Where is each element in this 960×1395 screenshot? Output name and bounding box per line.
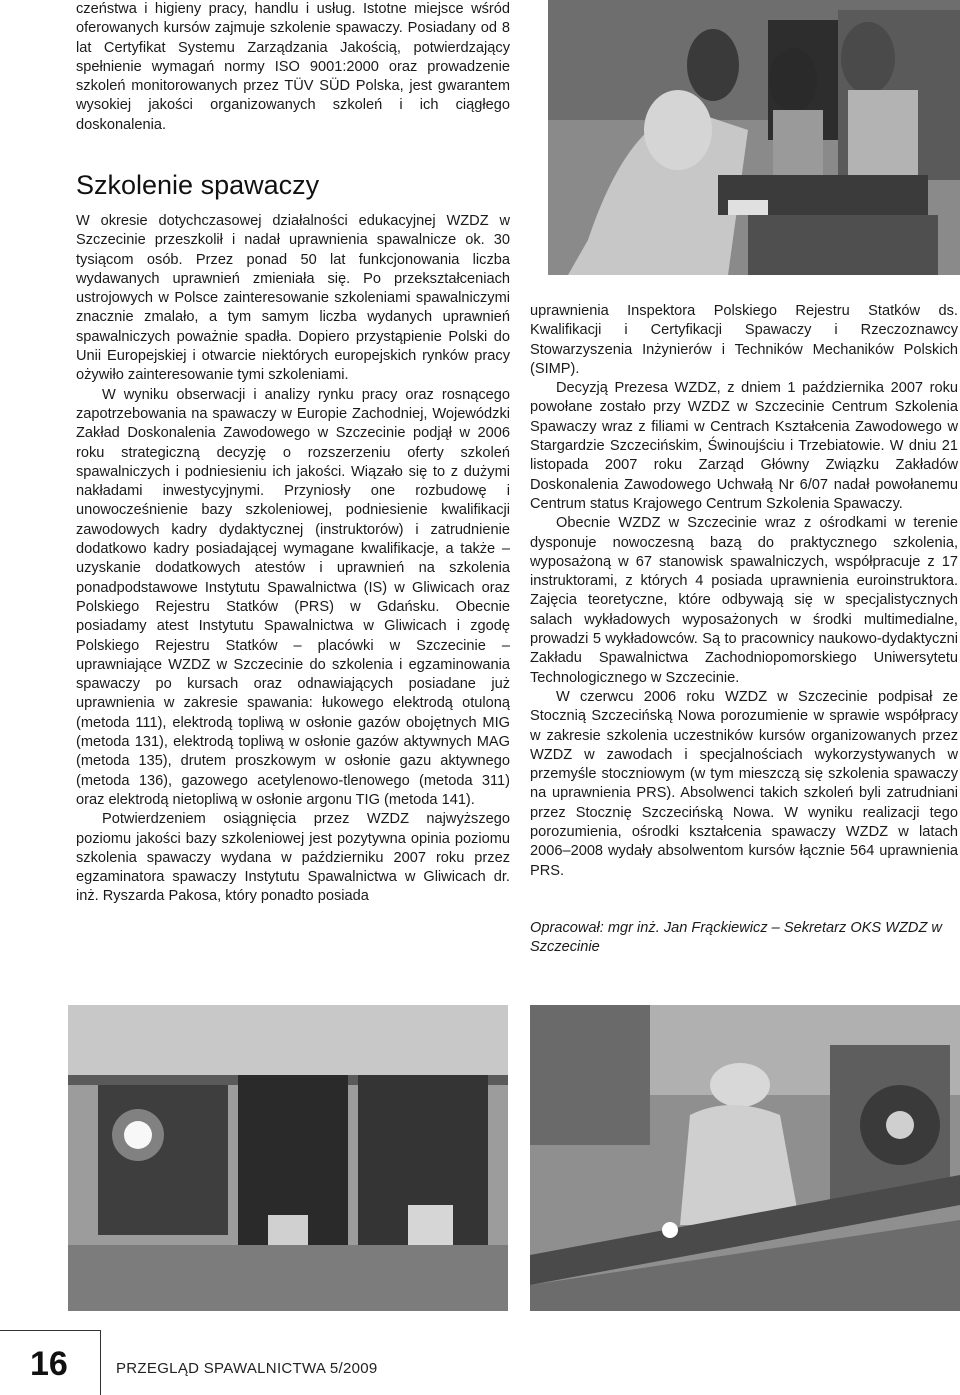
intro-paragraph: czeństwa i higieny pracy, handlu i usług. Istotne miejsce wśród oferowanych kursów zajmuje szkolenie spawaczy. Posiadany od 8 lat Certyfikat Systemu Zarządzania Jakością, potwierdzający spełnienie wymagań normy ISO 9001:2000 oraz prowadzenie szkoleń monitorowanych przez TÜV SÜD Polska, jest gwarantem wysokiej jakości organizowanych szkoleń i ich ciągłego doskonalenia. [76, 1, 510, 133]
journal-title: PRZEGLĄD SPAWALNICTWA 5/2009 [116, 1360, 378, 1377]
right-paragraph-1: uprawnienia Inspektora Polskiego Rejestru Statków ds. Kwalifikacji i Certyfikacji Spawaczy i Rzeczoznawcy Stowarzyszenia Inżynierów i Techników Mechaników Polskich (SIMP). [530, 303, 958, 377]
right-paragraph-3: Obecnie WZDZ w Szczecinie wraz z ośrodkami w terenie dysponuje nowoczesną bazą do praktycznego szkolenia, wyposażoną w 67 stanowisk spawalniczych, współpracuje z 17 instruktorami, z których 4 posiada uprawnienia euroinstruktora. Zajęcia teoretyczne, które odbywają się w specjalistycznych salach wykładowych wyposażonych w środki multimedialne, prowadzi 5 wykładowców. Są to pracownicy naukowo-dydaktyczni Zakładu Spawalnictwa Zachodniopomorskiego Uniwersytetu Technologicznego w Szczecinie. [530, 515, 958, 686]
left-paragraph-2: W wyniku obserwacji i analizy rynku pracy oraz rosnącego zapotrzebowania na spawaczy w Europie Zachodniej, Wojewódzki Zakład Doskonalenia Zawodowego w Szczecinie podjął w 2006 roku strategiczną decyzję o rozszerzeniu oferty szkoleń spawalniczych i podniesieniu ich jakości. Wiązało się to z dużymi nakładami inwestycyjnymi. Przyniosły one rozbudowę i unowocześnienie bazy szkoleniowej, podniesienie kwalifikacji zawodowych kadry dydaktycznej (instruktorów) i zatrudnienie dodatkowo kadry posiadającej wymagane kwalifikacje, a także – uzyskanie dodatkowych atestów i uprawnień na szkolenia ponadpodstawowe Instytutu Spawalnictwa (IS) w Gliwicach oraz Polskiego Rejestru Statków (PRS) w Gdańsku. Obecnie posiadamy atest Instytutu Spawalnictwa w Gliwicach i zgodę Polskiego Rejestru Statków – placówki w Szczecinie – uprawniające WZDZ w Szczecinie do szkolenia i egzaminowania spawaczy po kursach oraz odnawiających posiadane już uprawnienia w zakresie spawania: łukowego elektrodą otuloną (metoda 111), elektrodą topliwą w osłonie gazów obojętnych MIG (metoda 131), elektrodą topliwą w osłonie gazów aktywnych MAG (metoda 135), drutem proszkowym w osłonie gazu aktywnego (metoda 136), gazowego acetylenowo-tlenowego (metoda 311) oraz elektrodą nietopliwą w osłonie argonu TIG (metoda 141). [76, 386, 510, 808]
page-number: 16 [30, 1345, 68, 1383]
left-column [76, 212, 510, 907]
photo-welder-at-work [530, 1005, 960, 1311]
page-footer [0, 1330, 960, 1394]
left-paragraph-3: Potwierdzeniem osiągnięcia przez WZDZ najwyższego poziomu jakości bazy szkoleniowej jest pozytywna opinia poziomu szkolenia spawaczy wydana w październiku 2007 roku przez egzaminatora spawaczy Instytutu Spawalnictwa w Gliwicach dr. inż. Ryszarda Pakosa, który ponadto posiada [76, 811, 510, 905]
author-credit: Opracował: mgr inż. Jan Frąckiewicz – Sekretarz OKS WZDZ w Szczecinie [530, 919, 942, 956]
section-heading: Szkolenie spawaczy [76, 170, 320, 200]
left-paragraph-1: W okresie dotychczasowej działalności edukacyjnej WZDZ w Szczecinie przeszkolił i nadał uprawnienia spawalnicze ok. 30 tysiącom osób. Przez ponad 50 lat funkcjonowania liczba wydawanych uprawnień zmieniała się. Po przekształceniach ustrojowych w Polsce zainteresowanie szkoleniami spawalniczymi znacznie zmalało, a tym samym liczba wydanych uprawnień spawalniczych poważnie spadła. Dopiero przystąpienie Polski do Unii Europejskiej i otwarcie niektórych europejskich rynków pracy ożywiło zainteresowanie tymi szkoleniami. [76, 213, 510, 384]
right-paragraph-2: Decyzją Prezesa WZDZ, z dniem 1 października 2007 roku powołane zostało przy WZDZ w Szczecinie Centrum Szkolenia Spawaczy wraz z filiami w Centrach Kształcenia Zawodowego w Stargardzie Szczecińskim, Świnoujściu i Trzebiatowie. W dniu 21 listopada 2007 roku Zarząd Główny Związku Zakładów Doskonalenia Zawodowego Uchwałą Nr 6/07 nadał powołanemu Centrum status Krajowego Centrum Szkolenia Spawaczy. [530, 380, 958, 512]
photo-welders-masks [548, 0, 960, 275]
right-paragraph-4: W czerwcu 2006 roku WZDZ w Szczecinie podpisał ze Stocznią Szczecińską Nowa porozumienie w sprawie współpracy w zakresie szkolenia uczestników kursów organizowanych przez WZDZ w zawodach i specjalnościach wykorzystywanych w przemyśle stoczniowym (w tym mieszczą się szkolenia spawaczy na uprawnienia PRS). Absolwenci takich szkoleń byli zatrudniani przez Stocznię Szczecińską Nowa. W wyniku realizacji tego porozumienia, ośrodki kształcenia spawaczy WZDZ w latach 2006–2008 wydały absolwentom kursów łącznie 564 uprawnienia PRS. [530, 688, 958, 879]
right-column [530, 302, 958, 958]
page-number-box [0, 1330, 101, 1395]
photo-welding-booths [68, 1005, 508, 1311]
